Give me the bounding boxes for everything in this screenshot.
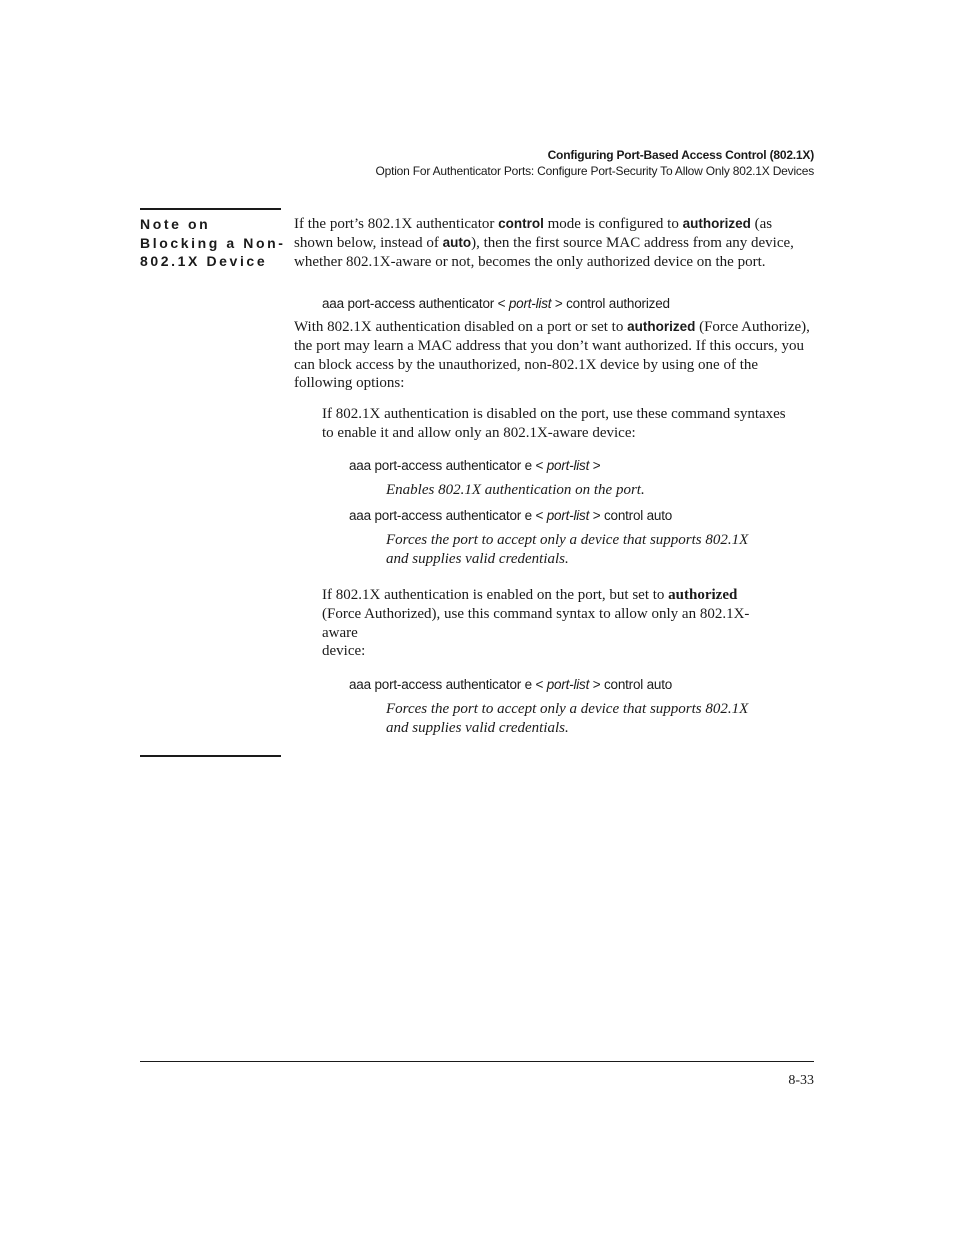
note-label-line: Blocking a Non- — [140, 234, 286, 251]
note-paragraph-1 — [294, 215, 814, 271]
option-1-intro: If 802.1X authentication is disabled on the port, use these command syntaxes to enable it and allow only an 802.1X-aware device: — [322, 406, 786, 441]
command-description — [386, 531, 748, 569]
text-line: device: — [322, 643, 366, 660]
text-run: (as shown below, instead of — [294, 216, 773, 251]
command-text: > — [589, 458, 601, 473]
keyword-authorized: authorized — [682, 216, 751, 231]
command-syntax — [349, 458, 600, 473]
command-text: > control auto — [589, 508, 673, 523]
note-top-rule — [140, 208, 281, 210]
text-run: mode is configured to — [543, 216, 683, 232]
note-bottom-rule — [140, 755, 281, 757]
command-text: aaa port-access authenticator < — [322, 296, 509, 311]
text-run: (Force Authorize), the port may learn a MAC address that you don’t want authorized. If this occurs, you can block access by the unauthorized, non-802.1X device by using one of the following options: — [294, 319, 810, 392]
option-2-intro — [322, 586, 802, 661]
command-argument: port-list — [546, 677, 590, 692]
page-number: 8-33 — [788, 1073, 814, 1088]
keyword-control: control — [498, 216, 544, 231]
command-argument: port-list — [546, 508, 590, 523]
note-label-line: Note on — [140, 216, 211, 232]
command-syntax — [349, 508, 672, 523]
keyword-authorized: authorized — [668, 587, 738, 603]
command-text: > control authorized — [551, 296, 670, 311]
command-argument: port-list — [546, 458, 590, 473]
command-description — [386, 700, 748, 738]
note-paragraph-2 — [294, 318, 816, 393]
running-header-title: Configuring Port-Based Access Control (802.1X) — [547, 148, 814, 162]
text-run: If 802.1X authentication is enabled on the port, but set to — [322, 587, 669, 603]
command-text: aaa port-access authenticator e < — [349, 508, 547, 523]
note-label — [140, 215, 290, 271]
text-run: ), then the first source MAC address from any device, whether 802.1X-aware or not, becomes the only authorized device on the port. — [294, 234, 794, 270]
command-text: aaa port-access authenticator e < — [349, 677, 547, 692]
running-header-subtitle: Option For Authenticator Ports: Configure Port-Security To Allow Only 802.1X Devices — [375, 164, 814, 178]
footer-rule — [140, 1061, 814, 1062]
command-description: Enables 802.1X authentication on the port. — [386, 482, 645, 498]
command-syntax — [322, 296, 670, 311]
text-line — [322, 586, 802, 605]
description-line: Forces the port to accept only a device that supports 802.1X — [386, 532, 749, 548]
text-line: aware — [322, 624, 358, 641]
text-run: If the port’s 802.1X authenticator — [294, 216, 499, 232]
text-run: With 802.1X authentication disabled on a port or set to — [294, 319, 628, 335]
keyword-auto: auto — [442, 234, 472, 250]
description-line: and supplies valid credentials. — [386, 719, 569, 736]
description-line: Forces the port to accept only a device that supports 802.1X — [386, 701, 749, 717]
command-text: > control auto — [589, 677, 673, 692]
command-syntax — [349, 677, 672, 692]
command-text: aaa port-access authenticator e < — [349, 458, 547, 473]
description-line: and supplies valid credentials. — [386, 550, 569, 567]
note-label-line: 802.1X Device — [140, 253, 268, 269]
keyword-authorized: authorized — [627, 319, 696, 334]
command-argument: port-list — [508, 296, 552, 311]
text-line: (Force Authorized), use this command syntax to allow only an 802.1X- — [322, 605, 750, 622]
